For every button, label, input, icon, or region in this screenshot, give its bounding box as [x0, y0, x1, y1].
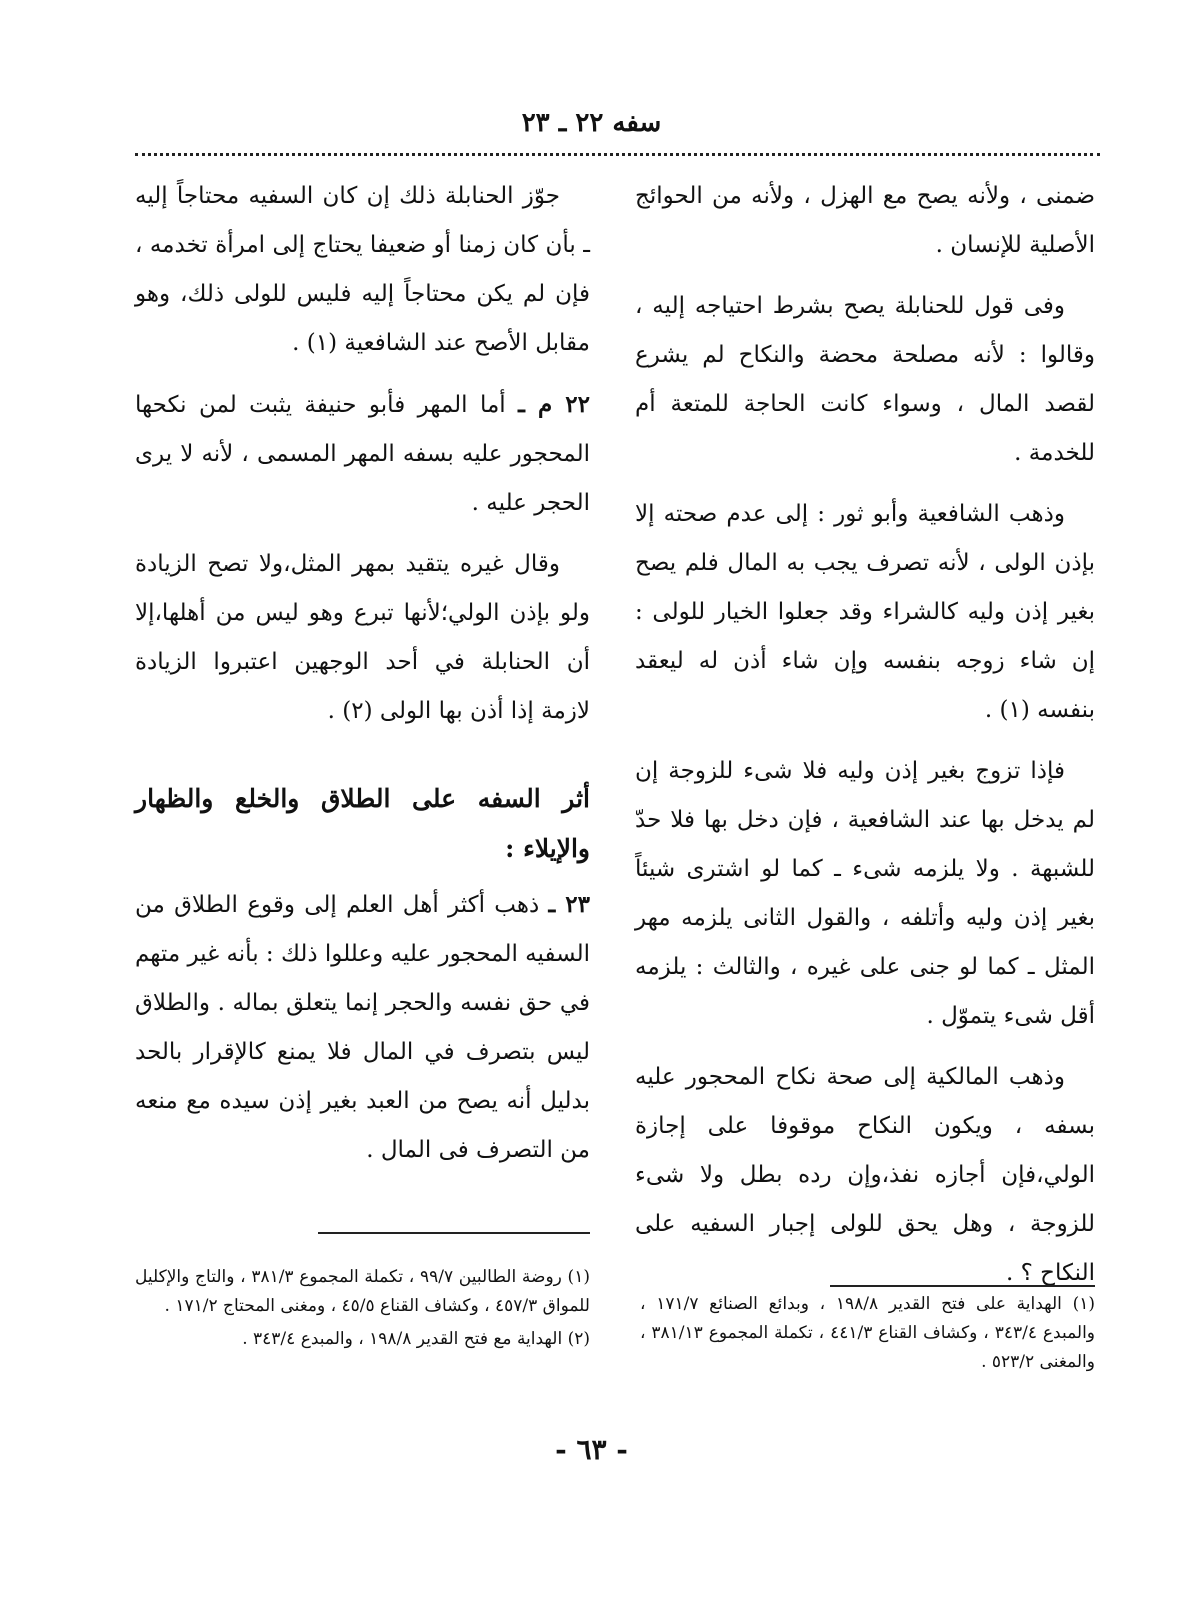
paragraph-number: ٢٣ ـ [548, 891, 590, 918]
paragraph-23 [135, 880, 590, 1175]
running-header: سفه ٢٢ ـ ٢٣ [521, 108, 662, 138]
footnote: (١) روضة الطالبين ٩٩/٧ ، تكملة المجموع ٣٨١/٣ ، والتاج والإكليل للمواق ٤٥٧/٣ ، وكشاف القناع ٤٥/٥ ، ومغنى المحتاج ١٧١/٢ . [135, 1267, 590, 1316]
footnotes-right [640, 1290, 1095, 1381]
paragraph-22 [135, 380, 590, 528]
paragraph: وذهب الشافعية وأبو ثور : إلى عدم صحته إلا بإذن الولى ، لأنه تصرف يجب به المال فلم يصح بغير إذن وليه كالشراء وقد جعلوا الخيار للولى : إن شاء زوجه بنفسه وإن شاء أذن له ليعقد بنفسه (١) . [635, 501, 1095, 723]
header-dotted-rule [135, 153, 1100, 156]
paragraph: وذهب المالكية إلى صحة نكاح المحجور عليه بسفه ، ويكون النكاح موقوفا على إجازة الولي،فإن أجازه نفذ،وإن رده بطل ولا شىء للزوجة ، وهل يحق للولى إجبار السفيه على النكاح ؟ . [635, 1064, 1095, 1286]
footnotes-left [135, 1263, 590, 1358]
paragraph-number: ٢٢ م ـ [518, 391, 590, 418]
paragraph: فإذا تزوج بغير إذن وليه فلا شىء للزوجة إن لم يدخل بها عند الشافعية ، فإن دخل بها فلا حدّ للشبهة . ولا يلزمه شىء ـ كما لو اشترى شيئاً بغير إذن وليه وأتلفه ، والقول الثانى يلزمه مهر المثل ـ كما لو جنى على غيره ، والثالث : يلزمه أقل شىء يتموّل . [635, 758, 1095, 1029]
page-number: - ٦٣ - [555, 1433, 628, 1466]
paragraph-text: ذهب أكثر أهل العلم إلى وقوع الطلاق من السفيه المحجور عليه وعللوا ذلك : بأنه غير متهم في حق نفسه والحجر إنما يتعلق بماله . والطلاق ليس بتصرف في المال فلا يمنع كالإقرار بالحد بدليل أنه يصح من العبد بغير إذن سيده مع منعه من التصرف فى المال . [135, 892, 590, 1163]
paragraph: ضمنى ، ولأنه يصح مع الهزل ، ولأنه من الحوائج الأصلية للإنسان . [635, 183, 1095, 258]
section-heading: أثر السفه على الطلاق والخلع والظهار والإيلاء : [135, 784, 590, 863]
paragraph: جوّز الحنابلة ذلك إن كان السفيه محتاجاً إليه ـ بأن كان زمنا أو ضعيفا يحتاج إلى امرأة تخدمه ، فإن لم يكن محتاجاً إليه فليس للولى ذلك، وهو مقابل الأصح عند الشافعية (١) . [135, 183, 590, 356]
paragraph: وفى قول للحنابلة يصح بشرط احتياجه إليه ، وقالوا : لأنه مصلحة محضة والنكاح لم يشرع لقصد المال ، وسواء كانت الحاجة للمتعة أم للخدمة . [635, 293, 1095, 466]
footnote-rule-left [318, 1232, 590, 1234]
footnote: (١) الهداية على فتح القدير ١٩٨/٨ ، وبدائع الصنائع ١٧١/٧ ، والمبدع ٣٤٣/٤ ، وكشاف القناع ٤٤١/٣ ، تكملة المجموع ٣٨١/١٣ ، والمغنى ٥٢٣/٢ . [640, 1294, 1096, 1372]
left-column [135, 172, 590, 1187]
right-column [635, 172, 1095, 1310]
footnote-rule-right [830, 1285, 1095, 1287]
footnote: (٢) الهداية مع فتح القدير ١٩٨/٨ ، والمبدع ٣٤٣/٤ . [242, 1329, 590, 1349]
paragraph: وقال غيره يتقيد بمهر المثل،ولا تصح الزيادة ولو بإذن الولي؛لأنها تبرع وهو ليس من أهلها،إلا أن الحنابلة في أحد الوجهين اعتبروا الزيادة لازمة إذا أذن بها الولى (٢) . [135, 551, 590, 724]
paragraph-text: أما المهر فأبو حنيفة يثبت لمن نكحها المحجور عليه بسفه المهر المسمى ، لأنه لا يرى الحجر عليه . [135, 392, 590, 516]
